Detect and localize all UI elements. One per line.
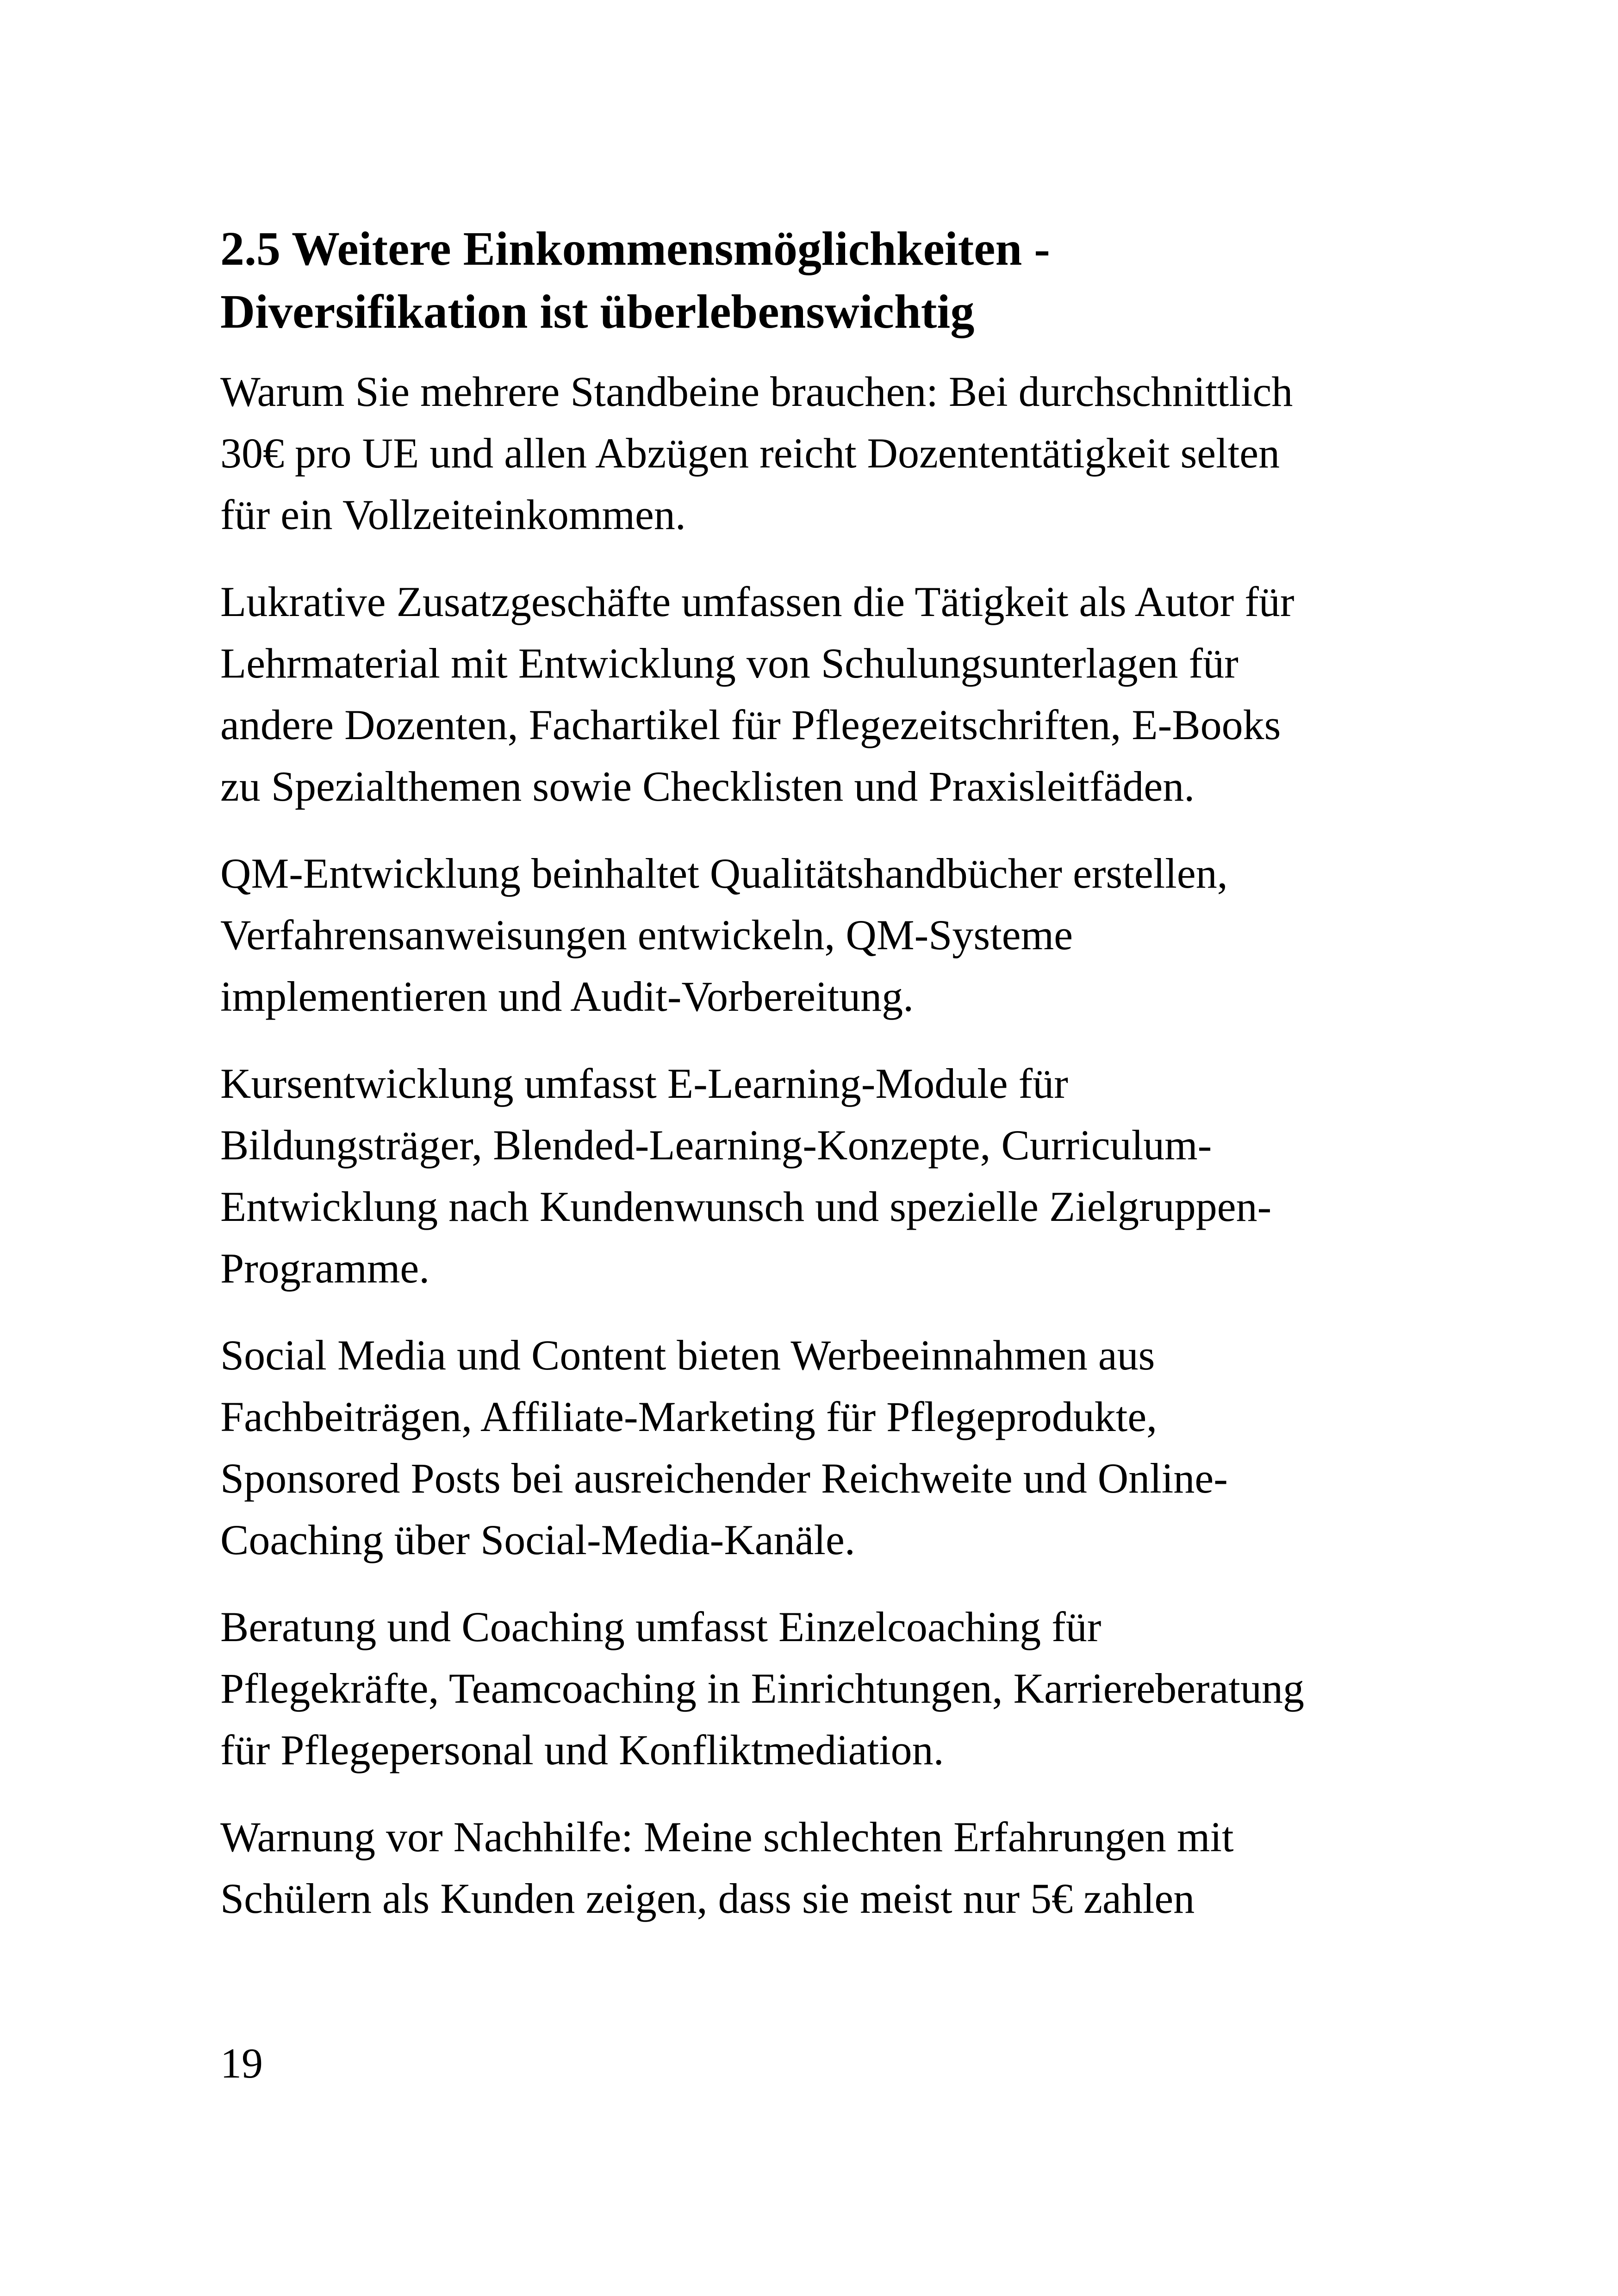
- paragraph-warnung-nachhilfe: [220, 1806, 1419, 1929]
- paragraph-social-media: [220, 1325, 1419, 1571]
- paragraph-line: QM-Entwicklung beinhaltet Qualitätshandbücher erstellen,: [220, 850, 1228, 897]
- paragraph-standbeine: [220, 361, 1419, 546]
- paragraph-line: Pflegekräfte, Teamcoaching in Einrichtungen, Karriereberatung: [220, 1665, 1304, 1712]
- paragraph-line: andere Dozenten, Fachartikel für Pflegezeitschriften, E-Books: [220, 701, 1281, 748]
- paragraph-line: Social Media und Content bieten Werbeeinnahmen aus: [220, 1332, 1155, 1379]
- page-content: [220, 218, 1419, 1955]
- paragraph-line: Entwicklung nach Kundenwunsch und spezielle Zielgruppen-: [220, 1183, 1272, 1230]
- paragraph-line: implementieren und Audit-Vorbereitung.: [220, 973, 914, 1020]
- paragraph-kursentwicklung: [220, 1053, 1419, 1299]
- paragraph-beratung-coaching: [220, 1596, 1419, 1781]
- paragraph-line: Lukrative Zusatzgeschäfte umfassen die Tätigkeit als Autor für: [220, 578, 1294, 625]
- paragraph-qm-entwicklung: [220, 843, 1419, 1027]
- heading-line: Diversifikation ist überlebenswichtig: [220, 285, 975, 338]
- paragraph-line: Sponsored Posts bei ausreichender Reichweite und Online-: [220, 1455, 1228, 1502]
- paragraph-line: Fachbeiträgen, Affiliate-Marketing für Pflegeprodukte,: [220, 1393, 1157, 1440]
- paragraph-zusatzgeschaefte: [220, 571, 1419, 817]
- paragraph-line: Bildungsträger, Blended-Learning-Konzepte, Curriculum-: [220, 1121, 1212, 1169]
- paragraph-line: Coaching über Social-Media-Kanäle.: [220, 1516, 855, 1563]
- paragraph-line: Schülern als Kunden zeigen, dass sie meist nur 5€ zahlen: [220, 1875, 1195, 1922]
- paragraph-line: Lehrmaterial mit Entwicklung von Schulungsunterlagen für: [220, 640, 1238, 687]
- paragraph-line: zu Spezialthemen sowie Checklisten und Praxisleitfäden.: [220, 763, 1195, 810]
- paragraph-line: Kursentwicklung umfasst E-Learning-Module für: [220, 1060, 1068, 1107]
- paragraph-line: Beratung und Coaching umfasst Einzelcoaching für: [220, 1603, 1101, 1650]
- heading-line: 2.5 Weitere Einkommensmöglichkeiten -: [220, 222, 1050, 275]
- paragraph-line: für Pflegepersonal und Konfliktmediation.: [220, 1726, 944, 1773]
- paragraph-line: 30€ pro UE und allen Abzügen reicht Dozententätigkeit selten: [220, 429, 1280, 477]
- paragraph-line: Warum Sie mehrere Standbeine brauchen: Bei durchschnittlich: [220, 368, 1293, 415]
- page-number: 19: [220, 2040, 263, 2087]
- section-heading: [220, 218, 1419, 343]
- paragraph-line: Verfahrensanweisungen entwickeln, QM-Systeme: [220, 911, 1073, 958]
- paragraph-line: Programme.: [220, 1244, 430, 1292]
- paragraph-line: für ein Vollzeiteinkommen.: [220, 491, 686, 538]
- paragraph-line: Warnung vor Nachhilfe: Meine schlechten Erfahrungen mit: [220, 1813, 1234, 1860]
